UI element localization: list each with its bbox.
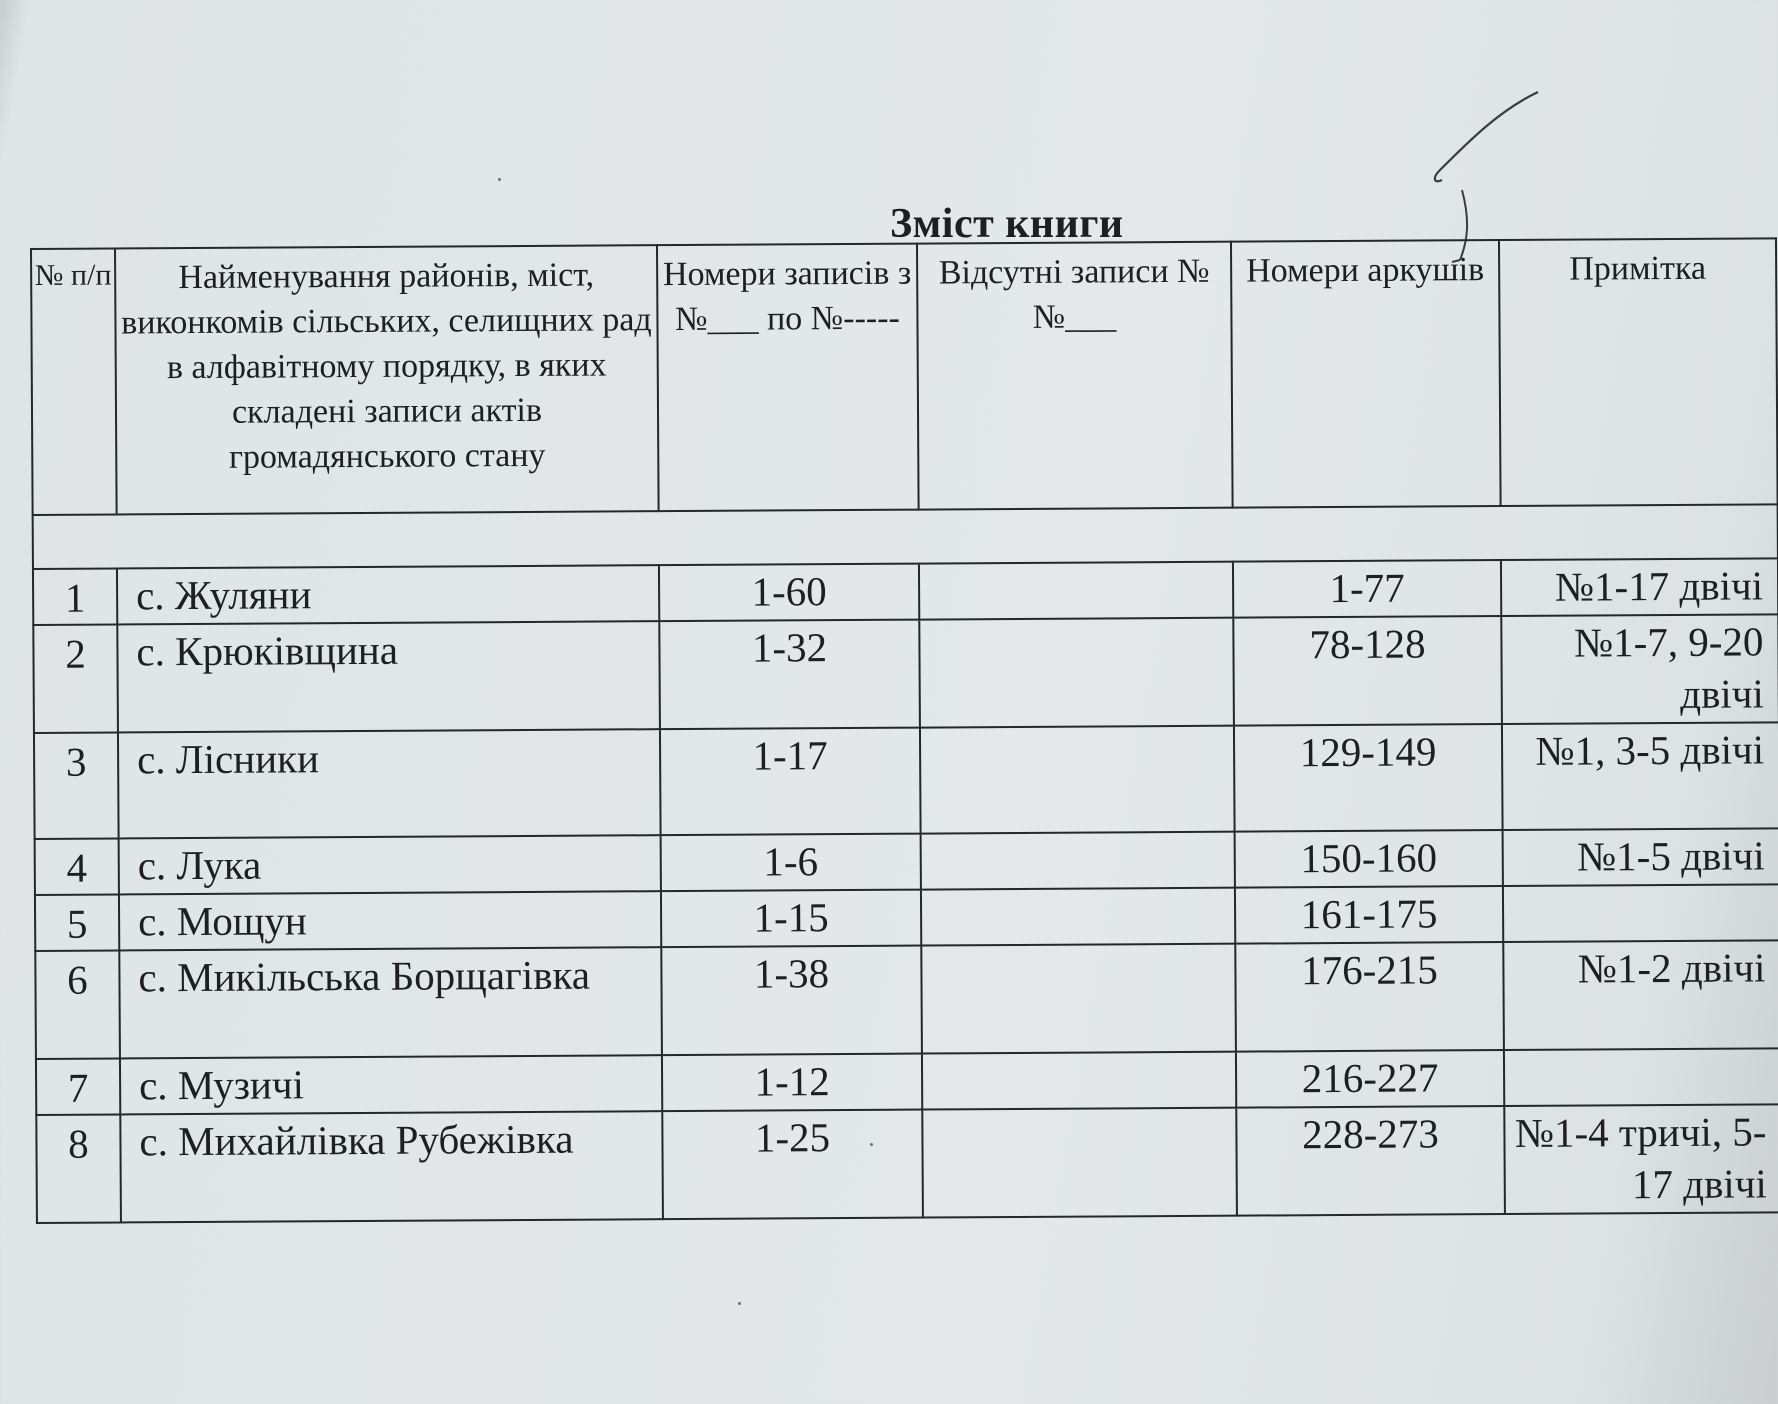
- table-header-row: [31, 238, 1778, 515]
- header-missing: Відсутні записи №№___: [917, 242, 1233, 510]
- paper-speck: [498, 178, 501, 181]
- row-missing: [922, 1108, 1237, 1218]
- row-sheets: 78-128: [1233, 616, 1502, 726]
- row-name: с. Мощун: [119, 891, 661, 950]
- row-name: с. Жуляни: [117, 565, 659, 624]
- row-missing: [922, 1052, 1236, 1110]
- header-number: № п/п: [31, 248, 117, 515]
- row-note: №1-5 двічі: [1503, 828, 1778, 886]
- row-sheets: 228-273: [1236, 1106, 1505, 1216]
- row-note: №1-17 двічі: [1501, 558, 1778, 616]
- row-missing: [919, 562, 1233, 620]
- row-number: 2: [33, 624, 118, 733]
- row-note: [1504, 1048, 1778, 1106]
- row-name: с. Михайлівка Рубежівка: [120, 1111, 663, 1222]
- table-row: [36, 1104, 1778, 1223]
- row-missing: [919, 618, 1234, 728]
- row-number: 4: [35, 838, 119, 895]
- row-note: №1, 3-5 двічі: [1502, 722, 1778, 830]
- row-sheets: 1-77: [1233, 560, 1501, 618]
- row-number: 5: [35, 894, 119, 951]
- row-records: 1-32: [659, 620, 920, 730]
- row-missing: [920, 726, 1235, 834]
- row-note: [1503, 884, 1778, 942]
- row-records: 1-25: [662, 1110, 923, 1220]
- row-sheets: 161-175: [1235, 886, 1503, 944]
- header-note: Примітка: [1499, 238, 1778, 506]
- table-row: [33, 614, 1778, 733]
- row-note: №1-7, 9-20 двічі: [1501, 614, 1778, 724]
- row-name: с. Лука: [119, 835, 661, 894]
- row-missing: [921, 944, 1236, 1054]
- row-records: 1-15: [661, 890, 921, 948]
- header-sheets: Номери аркушів: [1231, 240, 1501, 508]
- row-records: 1-12: [662, 1054, 922, 1112]
- row-name: с. Микільська Борщагівка: [119, 947, 662, 1058]
- row-missing: [921, 888, 1235, 946]
- row-number: 8: [36, 1114, 121, 1223]
- row-records: 1-60: [659, 564, 919, 622]
- table-row: [34, 722, 1778, 839]
- row-number: 7: [36, 1058, 120, 1115]
- row-sheets: 150-160: [1235, 830, 1503, 888]
- row-name: с. Крюківщина: [117, 621, 660, 732]
- row-sheets: 216-227: [1236, 1050, 1504, 1108]
- paper-speck: [738, 1302, 741, 1305]
- row-number: 3: [34, 732, 119, 839]
- row-records: 1-38: [661, 946, 922, 1056]
- table-row: [35, 940, 1778, 1059]
- row-note: №1-2 двічі: [1503, 940, 1778, 1050]
- row-records: 1-6: [661, 834, 921, 892]
- row-records: 1-17: [660, 728, 921, 836]
- row-number: 6: [35, 950, 120, 1059]
- row-sheets: 129-149: [1234, 724, 1503, 832]
- row-missing: [921, 832, 1235, 890]
- contents-table: [30, 237, 1778, 1224]
- row-number: 1: [33, 568, 117, 625]
- row-note: №1-4 тричі, 5-17 двічі: [1504, 1104, 1778, 1214]
- row-sheets: 176-215: [1235, 942, 1504, 1052]
- header-records: Номери записів з №___ по №-----: [657, 244, 919, 512]
- row-name: с. Музичі: [120, 1055, 662, 1114]
- row-name: с. Лісники: [118, 729, 661, 838]
- document-title: Зміст книги: [890, 201, 1124, 247]
- header-name: Найменування районів, міст, виконкомів сільських, селищних рад в алфавітному порядку, в яких складені записи актів громадянського стану: [115, 245, 659, 514]
